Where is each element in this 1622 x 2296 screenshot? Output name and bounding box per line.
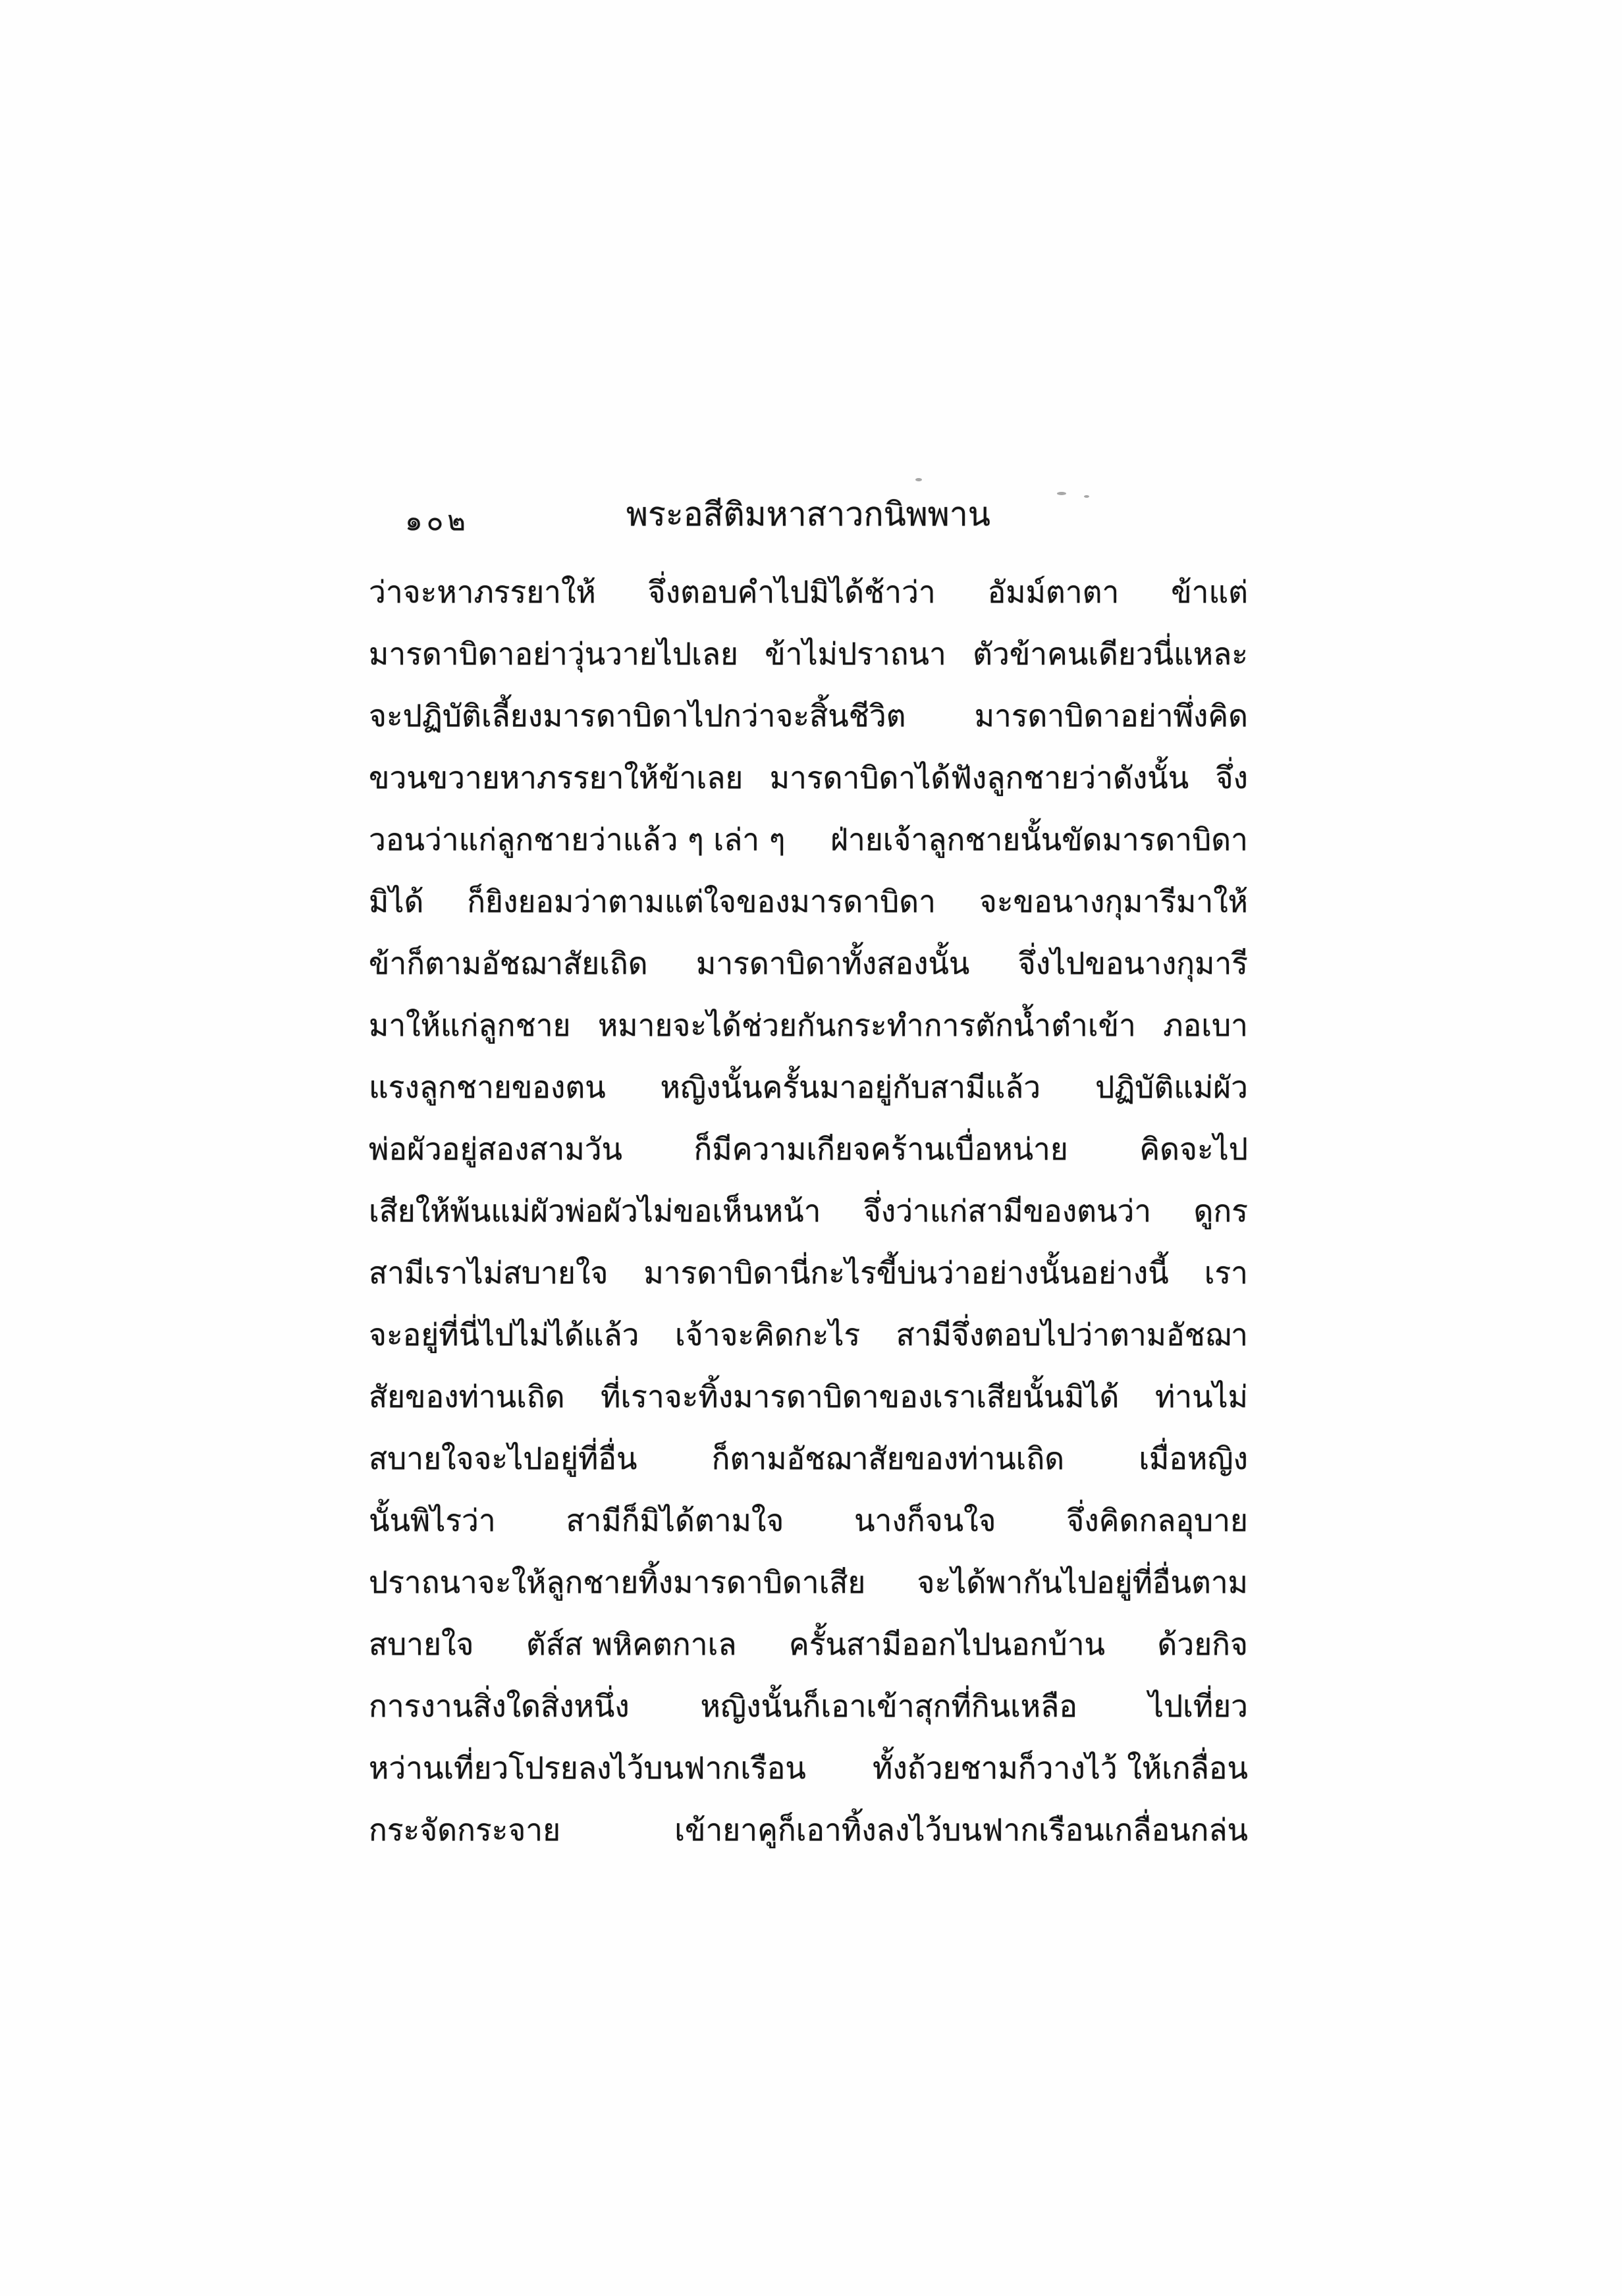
text-segment: มิได้ <box>369 884 424 919</box>
text-segment: จะอยู่ที่นี่ไปไม่ได้แล้ว <box>369 1317 639 1352</box>
text-line <box>369 747 1248 809</box>
page-title: พระอสีติมหาสาวกนิพพาน <box>626 495 990 533</box>
text-segment: พ่อผัวอยู่สองสามวัน <box>369 1131 622 1167</box>
text-line <box>369 870 1248 932</box>
text-line <box>369 1180 1248 1242</box>
text-line <box>369 1056 1248 1118</box>
text-segment: ทั้งถ้วยชามก็วางไว้ ให้เกลื่อน <box>873 1750 1248 1786</box>
text-line <box>369 994 1248 1056</box>
text-line <box>369 1613 1248 1675</box>
text-segment: ก็ตามอัชฌาสัยของท่านเถิด <box>711 1441 1065 1476</box>
text-segment: ภอเบา <box>1163 1007 1248 1043</box>
text-line <box>369 1366 1248 1428</box>
text-segment: จึ่งว่าแก่สามีของตนว่า <box>863 1193 1152 1229</box>
text-segment: ว่าจะหาภรรยาให้ <box>369 574 596 610</box>
text-segment: จะได้พากันไปอยู่ที่อื่นตาม <box>917 1564 1248 1600</box>
text-segment: มารดาบิดาได้ฟังลูกชายว่าดังนั้น <box>769 760 1189 795</box>
text-segment: หมายจะได้ช่วยกันกระทำการตักน้ำตำเข้า <box>597 1007 1136 1043</box>
text-segment: ที่เราจะทิ้งมารดาบิดาของเราเสียนั้นมิได้ <box>601 1379 1120 1414</box>
text-segment: คิดจะไป <box>1139 1131 1248 1167</box>
text-segment: จะขอนางกุมารีมาให้ <box>979 884 1248 919</box>
text-segment: มารดาบิดาอย่าวุ่นวายไปเลย <box>369 636 738 672</box>
text-segment: ครั้นสามีออกไปนอกบ้าน <box>789 1626 1106 1662</box>
text-segment: เข้ายาคูก็เอาทิ้งลงไว้บนฟากเรือนเกลื่อนกล่น <box>674 1812 1248 1848</box>
text-segment: หญิงนั้นก็เอาเข้าสุกที่กินเหลือ <box>700 1688 1077 1724</box>
text-segment: ไปเที่ยว <box>1148 1688 1248 1724</box>
text-segment: จึ่งไปขอนางกุมารี <box>1017 946 1248 981</box>
scan-speck <box>915 478 922 481</box>
text-line <box>369 809 1248 870</box>
text-segment: จะปฏิบัติเลี้ยงมารดาบิดาไปกว่าจะสิ้นชีวิต <box>369 698 906 734</box>
scan-speck <box>1057 492 1066 495</box>
text-segment: สบายใจจะไปอยู่ที่อื่น <box>369 1441 637 1476</box>
text-segment: เรา <box>1204 1255 1248 1291</box>
text-segment: ข้าก็ตามอัชฌาสัยเถิด <box>369 946 648 981</box>
text-segment: นั้นพิไรว่า <box>369 1503 496 1538</box>
text-segment: วอนว่าแก่ลูกชายว่าแล้ว ๆ เล่า ๆ <box>369 822 786 857</box>
text-segment: แรงลูกชายของตน <box>369 1069 606 1105</box>
text-line <box>369 1675 1248 1737</box>
text-segment: เมื่อหญิง <box>1139 1441 1248 1476</box>
text-segment: มารดาบิดาอย่าพึ่งคิด <box>974 698 1248 734</box>
text-segment: สัยของท่านเถิด <box>369 1379 565 1414</box>
text-segment: จึ่งตอบคำไปมิได้ช้าว่า <box>647 574 936 610</box>
text-segment: ท่านไม่ <box>1154 1379 1248 1414</box>
text-segment: สบายใจ <box>369 1626 474 1662</box>
text-segment: การงานสิ่งใดสิ่งหนึ่ง <box>369 1688 630 1724</box>
text-line <box>369 1428 1248 1489</box>
text-segment: สามีเราไม่สบายใจ <box>369 1255 608 1291</box>
text-segment: ตัวข้าคนเดียวนี่แหละ <box>973 636 1248 672</box>
text-segment: ข้าแต่ <box>1171 574 1248 610</box>
text-line <box>369 623 1248 685</box>
text-segment: หญิงนั้นครั้นมาอยู่กับสามีแล้ว <box>660 1069 1041 1105</box>
text-segment: ตัส์ส พหิคตกาเล <box>526 1626 737 1662</box>
page-header <box>369 489 1248 548</box>
text-segment: หว่านเที่ยวโปรยลงไว้บนฟากเรือน <box>369 1750 806 1786</box>
text-line <box>369 561 1248 623</box>
text-line <box>369 685 1248 747</box>
text-segment: สามีก็มิได้ตามใจ <box>566 1503 784 1538</box>
text-segment: มารดาบิดานี่กะไรขี้บ่นว่าอย่างนั้นอย่างนี้ <box>643 1255 1169 1291</box>
text-segment: ก็ยิงยอมว่าตามแต่ใจของมารดาบิดา <box>467 884 936 919</box>
text-segment: ขวนขวายหาภรรยาให้ข้าเลย <box>369 760 743 795</box>
text-line <box>369 1118 1248 1180</box>
body-text <box>369 561 1248 1861</box>
text-segment: ปฏิบัติแม่ผัว <box>1095 1069 1248 1105</box>
text-segment: มารดาบิดาทั้งสองนั้น <box>696 946 970 981</box>
text-segment: ฝ่ายเจ้าลูกชายนั้นขัดมารดาบิดา <box>830 822 1248 857</box>
page-number: ๑๐๒ <box>405 504 470 537</box>
text-segment: สามีจึ่งตอบไปว่าตามอัชฌา <box>896 1317 1248 1352</box>
text-line <box>369 1737 1248 1799</box>
text-segment: อัมม์ตาตา <box>987 574 1120 610</box>
text-segment: กระจัดกระจาย <box>369 1812 561 1848</box>
text-segment: ก็มีความเกียจคร้านเบื่อหน่าย <box>693 1131 1068 1167</box>
text-segment: ปราถนาจะให้ลูกชายทิ้งมารดาบิดาเสีย <box>369 1564 866 1600</box>
text-line <box>369 1551 1248 1613</box>
text-segment: ด้วยกิจ <box>1157 1626 1248 1662</box>
text-segment: จึ่งคิดกลอุบาย <box>1066 1503 1248 1538</box>
text-segment: จึ่ง <box>1215 760 1248 795</box>
text-line <box>369 1304 1248 1366</box>
text-segment: ข้าไม่ปราถนา <box>765 636 946 672</box>
text-line <box>369 932 1248 994</box>
scan-speck <box>1084 495 1089 498</box>
text-segment: เสียให้พ้นแม่ผัวพ่อผัวไม่ขอเห็นหน้า <box>369 1193 821 1229</box>
text-segment: นางก็จนใจ <box>854 1503 996 1538</box>
text-line <box>369 1799 1248 1861</box>
text-segment: เจ้าจะคิดกะไร <box>674 1317 861 1352</box>
text-segment: ดูกร <box>1193 1193 1248 1229</box>
text-line <box>369 1489 1248 1551</box>
text-line <box>369 1242 1248 1304</box>
text-segment: มาให้แก่ลูกชาย <box>369 1007 571 1043</box>
